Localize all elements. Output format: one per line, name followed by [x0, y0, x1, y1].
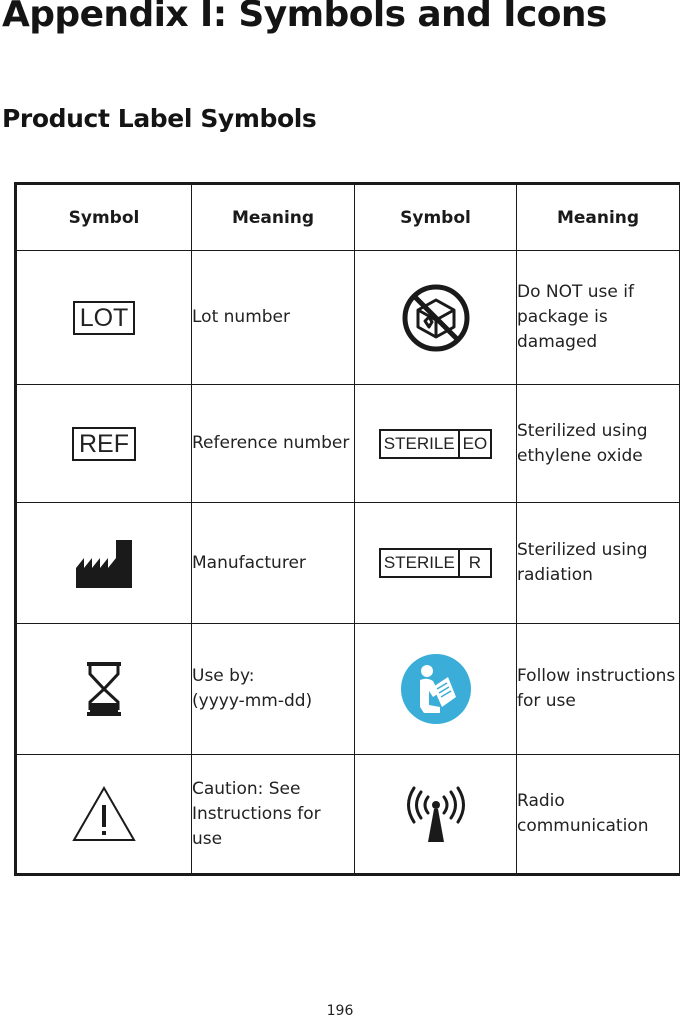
meaning-cell: [192, 624, 355, 755]
meaning-cell: Follow instructions for use: [517, 624, 680, 755]
header-symbol-1: Symbol: [16, 184, 192, 251]
meaning-cell: Caution: See Instructions for use: [192, 755, 355, 875]
header-symbol-2: Symbol: [355, 184, 517, 251]
page-title: Appendix I: Symbols and Icons: [2, 0, 607, 35]
symbol-cell: [355, 385, 517, 503]
meaning-cell: Sterilized using radiation: [517, 503, 680, 624]
radio-antenna-icon: [404, 784, 468, 844]
sterile-r-icon: [379, 548, 492, 578]
meaning-cell: Radio communication: [517, 755, 680, 875]
meaning-cell: Reference number: [192, 385, 355, 503]
meaning-cell: Do NOT use if package is damaged: [517, 251, 680, 385]
table-row: [16, 624, 680, 755]
section-title: Product Label Symbols: [2, 104, 317, 133]
symbol-cell: [355, 503, 517, 624]
meaning-cell: Sterilized using ethylene oxide: [517, 385, 680, 503]
table-row: [16, 385, 680, 503]
symbol-cell: [16, 624, 192, 755]
table-row: [16, 251, 680, 385]
ref-box-icon: REF: [72, 427, 136, 461]
header-meaning-1: Meaning: [192, 184, 355, 251]
header-meaning-2: Meaning: [517, 184, 680, 251]
page-number: 196: [326, 1003, 354, 1019]
sterile-label: STERILE: [383, 433, 455, 453]
symbol-cell: [16, 251, 192, 385]
hourglass-icon: [84, 661, 124, 717]
table-row: [16, 503, 680, 624]
factory-icon: [74, 536, 134, 590]
table-header-row: [16, 184, 680, 251]
use-by-text: Use by: (yyyy-mm-dd): [192, 666, 313, 711]
meaning-cell: Manufacturer: [192, 503, 355, 624]
sterile-eo-icon: [379, 429, 492, 459]
sterile-method-label: R: [458, 550, 490, 576]
meaning-cell: Lot number: [192, 251, 355, 385]
table-row: [16, 755, 680, 875]
symbol-cell: [16, 503, 192, 624]
lot-box-icon: LOT: [73, 301, 136, 335]
sterile-label: STERILE: [383, 553, 455, 572]
do-not-use-if-package-damaged-icon: [401, 283, 471, 353]
read-manual-icon: [400, 653, 472, 725]
sterile-method-label: EO: [458, 431, 491, 457]
symbol-cell: [16, 755, 192, 875]
symbol-cell: [355, 755, 517, 875]
symbol-cell: [355, 251, 517, 385]
symbol-cell: [355, 624, 517, 755]
symbols-table: [14, 182, 680, 876]
warning-triangle-icon: [71, 785, 137, 843]
symbol-cell: [16, 385, 192, 503]
